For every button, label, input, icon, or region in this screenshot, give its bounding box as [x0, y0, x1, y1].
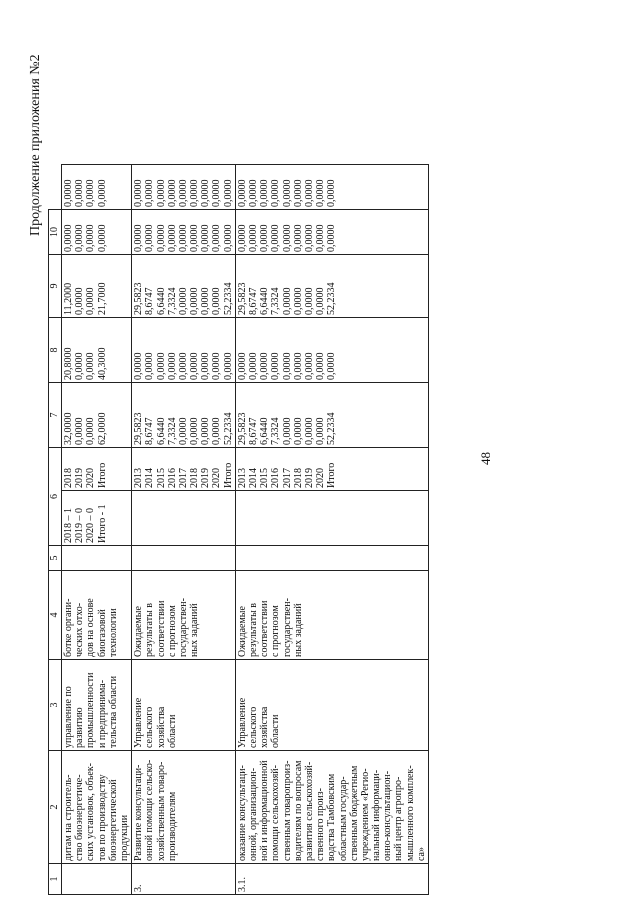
local-funding-cell	[62, 210, 132, 255]
total-funding-cell	[62, 383, 132, 448]
cell-line: 7,3324	[270, 417, 282, 445]
cell-line: сельского	[248, 706, 259, 748]
cell-line: 0,0000	[189, 417, 201, 445]
cell-line: промышленности	[85, 672, 97, 748]
indicator-cell	[62, 491, 132, 546]
cell-line: 0,0000	[200, 352, 212, 380]
year-cell	[132, 448, 236, 491]
cell-line: 0,0000	[281, 417, 293, 445]
header-cell: 4	[49, 571, 62, 660]
cell-line: 0,0000	[259, 179, 271, 207]
cell-line: области	[166, 714, 178, 748]
cell-line: 8,6747	[144, 417, 156, 445]
cell-line: 2020	[85, 468, 97, 488]
cell-line: 52,2334	[222, 412, 234, 445]
cell-line: 6,6440	[155, 287, 167, 315]
cell-line: хозяйства	[155, 706, 167, 748]
cell-line: 0,0000	[315, 179, 327, 207]
cell-line: 0,0000	[303, 352, 315, 380]
cell-line: области	[270, 714, 282, 748]
cell-line: 6,6440	[155, 417, 167, 445]
expected-result-cell	[235, 571, 428, 660]
cell-line: 0,0000	[292, 179, 304, 207]
cell-line: 0,0000	[326, 352, 338, 380]
cell-line: 0,0000	[248, 224, 259, 252]
cell-line: ственным бюджетным	[348, 765, 360, 861]
cell-line: 0,0000	[155, 352, 167, 380]
executor-cell	[132, 660, 236, 751]
federal-funding-cell	[132, 318, 236, 383]
cell-line: ных заданий	[189, 603, 201, 657]
cell-line: 0,0000	[281, 352, 293, 380]
regional-funding-cell	[235, 255, 428, 318]
cell-line: 0,0000	[236, 179, 248, 207]
cell-line: 0,0000	[211, 417, 223, 445]
cell-line: 29,5823	[236, 412, 248, 445]
header-cell: 7	[49, 383, 62, 448]
cell-line: 0,0000	[281, 224, 293, 252]
cell-line: Итого - 1	[96, 504, 108, 543]
cell-line: 0,0000	[189, 352, 201, 380]
program-table	[48, 164, 429, 895]
cell-line: оказание консультаци-	[236, 765, 248, 861]
cell-line: 2018	[292, 468, 304, 488]
cell-line: 0,0000	[248, 179, 259, 207]
cell-line: 0,0000	[315, 352, 327, 380]
cell-line: ный центр агропро-	[393, 776, 405, 861]
cell-line: 0,0000	[222, 352, 234, 380]
cell-line: Итого	[326, 462, 338, 488]
cell-line: 0,0000	[200, 179, 212, 207]
cell-line: 0,0000	[74, 224, 86, 252]
empty-column-cell	[132, 546, 236, 571]
cell-line: продукции	[118, 814, 130, 861]
cell-line: 0,0000	[281, 287, 293, 315]
cell-line: технологии	[107, 608, 119, 657]
cell-line: онно-консультацион-	[382, 770, 394, 861]
cell-line: государствен-	[281, 598, 293, 657]
cell-line: ной и информационной	[259, 760, 271, 861]
cell-line: дов на основе	[85, 598, 97, 657]
cell-line: 0,0000	[133, 352, 145, 380]
cell-line: хозяйства	[259, 706, 271, 748]
cell-line: 8,6747	[144, 287, 156, 315]
cell-line: 0,0000	[74, 179, 86, 207]
cell-line: 2020 – 0	[85, 508, 97, 543]
cell-line: Итого	[222, 462, 234, 488]
other-funding-cell	[62, 165, 132, 210]
cell-line: 0,0000	[177, 417, 189, 445]
cell-line: 7,3324	[166, 287, 178, 315]
cell-line: 0,0000	[63, 179, 74, 207]
cell-line: 0,0000	[166, 224, 178, 252]
cell-line: 0,0000	[236, 352, 248, 380]
cell-line: онной, организацион-	[248, 767, 259, 861]
cell-line: 0,0000	[96, 224, 108, 252]
cell-line: 0,0000	[303, 179, 315, 207]
cell-line: 29,5823	[133, 282, 145, 315]
cell-line: 0,0000	[292, 352, 304, 380]
local-funding-cell	[132, 210, 236, 255]
cell-line: водителям по вопросам	[292, 760, 304, 861]
indicator-cell	[235, 491, 428, 546]
local-funding-cell	[235, 210, 428, 255]
header-cell: 1	[49, 864, 62, 895]
cell-line: 8,6747	[248, 287, 259, 315]
cell-line: Управление	[236, 697, 248, 748]
cell-line: и предпринима-	[96, 679, 108, 748]
year-cell	[62, 448, 132, 491]
cell-line: производителям	[166, 791, 178, 861]
cell-line: дитам на строитель-	[63, 774, 74, 861]
cell-line: 2019	[74, 468, 86, 488]
cell-line: управление по	[63, 686, 74, 748]
cell-line: 0,0000	[326, 224, 338, 252]
cell-line: 0,0000	[270, 352, 282, 380]
cell-line: 2014	[144, 468, 156, 488]
header-cell: 2	[49, 751, 62, 864]
cell-line: 2020	[211, 468, 223, 488]
cell-line: сельского	[144, 706, 156, 748]
cell-line: ственного произ-	[315, 788, 327, 861]
cell-line: 62,0000	[96, 412, 108, 445]
cell-line: тельства области	[107, 675, 119, 748]
cell-line: 0,0000	[200, 417, 212, 445]
empty-column-cell	[235, 546, 428, 571]
cell-line: 2019	[303, 468, 315, 488]
cell-line: 0,0000	[236, 224, 248, 252]
cell-line: соответствии	[259, 600, 271, 657]
cell-line: 0,0000	[96, 179, 108, 207]
cell-line: с прогнозом	[166, 605, 178, 657]
federal-funding-cell	[235, 318, 428, 383]
year-cell	[235, 448, 428, 491]
cell-line: 0,0000	[74, 417, 86, 445]
cell-line: ских установок, объек-	[85, 762, 97, 861]
cell-line: 2019	[200, 468, 212, 488]
cell-line: Ожидаемые	[133, 606, 145, 657]
cell-line: 0,0000	[303, 417, 315, 445]
cell-line: 0,0000	[85, 417, 97, 445]
federal-funding-cell	[62, 318, 132, 383]
cell-line: 40,3000	[96, 347, 108, 380]
cell-line: 20,8000	[63, 347, 74, 380]
cell-line: 0,0000	[155, 179, 167, 207]
cell-line: 0,0000	[315, 287, 327, 315]
other-funding-cell	[132, 165, 236, 210]
cell-line: 0,0000	[211, 224, 223, 252]
cell-line: 0,0000	[222, 179, 234, 207]
cell-line: 0,0000	[85, 352, 97, 380]
cell-line: 0,0000	[166, 179, 178, 207]
cell-line: 2016	[270, 468, 282, 488]
cell-line: 0,0000	[211, 287, 223, 315]
table-row	[235, 165, 428, 895]
regional-funding-cell	[132, 255, 236, 318]
cell-line: 0,0000	[189, 224, 201, 252]
empty-column-cell	[62, 546, 132, 571]
cell-line: водства Тамбовским	[326, 773, 338, 861]
row-number-cell	[62, 864, 132, 895]
cell-line: 0,0000	[166, 352, 178, 380]
activity-name-cell	[132, 751, 236, 864]
total-funding-cell	[132, 383, 236, 448]
cell-line: 7,3324	[166, 417, 178, 445]
cell-line: 2018	[63, 468, 74, 488]
header-cell: 6	[49, 448, 62, 546]
cell-line: 0,0000	[248, 352, 259, 380]
cell-line: 0,0000	[177, 287, 189, 315]
cell-line: 0,0000	[85, 224, 97, 252]
cell-line: 0,0000	[292, 224, 304, 252]
cell-line: 0,0000	[292, 417, 304, 445]
cell-line: развития сельскохозяй-	[303, 761, 315, 861]
cell-line: 2018	[189, 468, 201, 488]
cell-line: мышленного комплек-	[404, 765, 416, 861]
cell-line: 0,0000	[270, 179, 282, 207]
executor-cell	[235, 660, 428, 751]
cell-line: результаты в	[248, 602, 259, 657]
row-number-cell: 3.1.	[235, 864, 428, 895]
cell-line: 0,0000	[177, 352, 189, 380]
cell-line: 0,0000	[211, 352, 223, 380]
cell-line: 2015	[155, 468, 167, 488]
cell-line: Развитие консультаци-	[133, 764, 145, 861]
cell-line: 0,0000	[222, 224, 234, 252]
cell-line: ботке органи-	[63, 598, 74, 657]
cell-line: онной помощи сельско-	[144, 759, 156, 861]
activity-name-cell	[235, 751, 428, 864]
cell-line: 0,0000	[133, 224, 145, 252]
page-number: 48	[478, 452, 493, 465]
activity-name-cell	[62, 751, 132, 864]
cell-line: 0,0000	[85, 179, 97, 207]
cell-line: 52,2334	[222, 282, 234, 315]
cell-line: 2013	[236, 468, 248, 488]
cell-line: ных заданий	[292, 603, 304, 657]
cell-line: биоэнергетической	[107, 779, 119, 861]
cell-line: 0,0000	[133, 179, 145, 207]
cell-line: 0,0000	[259, 352, 271, 380]
cell-line: 8,6747	[248, 417, 259, 445]
cell-line: 21,7000	[96, 282, 108, 315]
cell-line: 0,0000	[144, 179, 156, 207]
table-row	[62, 165, 132, 895]
cell-line: 2019 – 0	[74, 508, 86, 543]
cell-line: 0,0000	[200, 224, 212, 252]
cell-line: 29,5823	[133, 412, 145, 445]
header-row	[49, 165, 62, 895]
cell-line: соответствии	[155, 600, 167, 657]
cell-line: ственным товаропроиз-	[281, 760, 293, 861]
cell-line: 2015	[259, 468, 271, 488]
expected-result-cell	[62, 571, 132, 660]
cell-line: 6,6440	[259, 417, 271, 445]
cell-line: 0,0000	[259, 224, 271, 252]
cell-line: 29,5823	[236, 282, 248, 315]
cell-line: ческих отхо-	[74, 602, 86, 657]
cell-line: хозяйственным товаро-	[155, 761, 167, 861]
cell-line: са»	[415, 847, 427, 861]
cell-line: 0,0000	[211, 179, 223, 207]
annex-title: Продолжение приложения №2	[28, 54, 43, 236]
executor-cell	[62, 660, 132, 751]
table-body	[62, 165, 429, 895]
cell-line: 2014	[248, 468, 259, 488]
cell-line: 0,0000	[189, 179, 201, 207]
cell-line: 11,2000	[63, 282, 74, 315]
cell-line: 0,0000	[315, 417, 327, 445]
expected-result-cell	[132, 571, 236, 660]
cell-line: Управление	[133, 697, 145, 748]
cell-line: 0,0000	[292, 287, 304, 315]
cell-line: 0,0000	[155, 224, 167, 252]
cell-line: 0,0000	[144, 224, 156, 252]
cell-line: 0,0000	[189, 287, 201, 315]
cell-line: 0,0000	[270, 224, 282, 252]
cell-line: помощи сельскохозяй-	[270, 765, 282, 861]
row-number-cell: 3.	[132, 864, 236, 895]
total-funding-cell	[235, 383, 428, 448]
header-cell: 9	[49, 255, 62, 318]
cell-line: биогазовой	[96, 609, 108, 657]
cell-line: 0,0000	[177, 224, 189, 252]
cell-line: 0,0000	[74, 352, 86, 380]
cell-line: 2020	[315, 468, 327, 488]
cell-line: 0,0000	[85, 287, 97, 315]
cell-line: 0,0000	[200, 287, 212, 315]
cell-line: 2016	[166, 468, 178, 488]
cell-line: 6,6440	[259, 287, 271, 315]
header-cell: 3	[49, 660, 62, 751]
cell-line: 2017	[177, 468, 189, 488]
cell-line: Ожидаемые	[236, 606, 248, 657]
cell-line: Итого	[96, 462, 108, 488]
cell-line: результаты в	[144, 602, 156, 657]
cell-line: учреждением «Регио-	[359, 768, 371, 861]
cell-line: 52,2334	[326, 282, 338, 315]
indicator-cell	[132, 491, 236, 546]
cell-line: тов по производству	[96, 774, 108, 861]
cell-line: 0,0000	[74, 287, 86, 315]
cell-line: 7,3324	[270, 287, 282, 315]
cell-line: 0,0000	[315, 224, 327, 252]
cell-line: ство биоэнергетиче-	[74, 774, 86, 861]
cell-line: областным государ-	[337, 776, 349, 861]
cell-line: 0,0000	[63, 224, 74, 252]
regional-funding-cell	[62, 255, 132, 318]
header-cell: 10	[49, 210, 62, 255]
header-cell: 5	[49, 546, 62, 571]
cell-line: 52,2334	[326, 412, 338, 445]
cell-line: нальный информаци-	[371, 769, 383, 861]
table-row	[132, 165, 236, 895]
cell-line: 2018 – 1	[63, 508, 74, 543]
cell-line: 2017	[281, 468, 293, 488]
cell-line: 0,0000	[144, 352, 156, 380]
cell-line: 0,0000	[303, 287, 315, 315]
cell-line: с прогнозом	[270, 605, 282, 657]
cell-line: 0,0000	[177, 179, 189, 207]
cell-line: 2013	[133, 468, 145, 488]
cell-line: 0,0000	[326, 179, 338, 207]
cell-line: государствен-	[177, 598, 189, 657]
header-cell: 8	[49, 318, 62, 383]
cell-line: развитию	[74, 707, 86, 748]
cell-line: 0,0000	[281, 179, 293, 207]
other-funding-cell	[235, 165, 428, 210]
cell-line: 32,0000	[63, 412, 74, 445]
cell-line: 0,0000	[303, 224, 315, 252]
